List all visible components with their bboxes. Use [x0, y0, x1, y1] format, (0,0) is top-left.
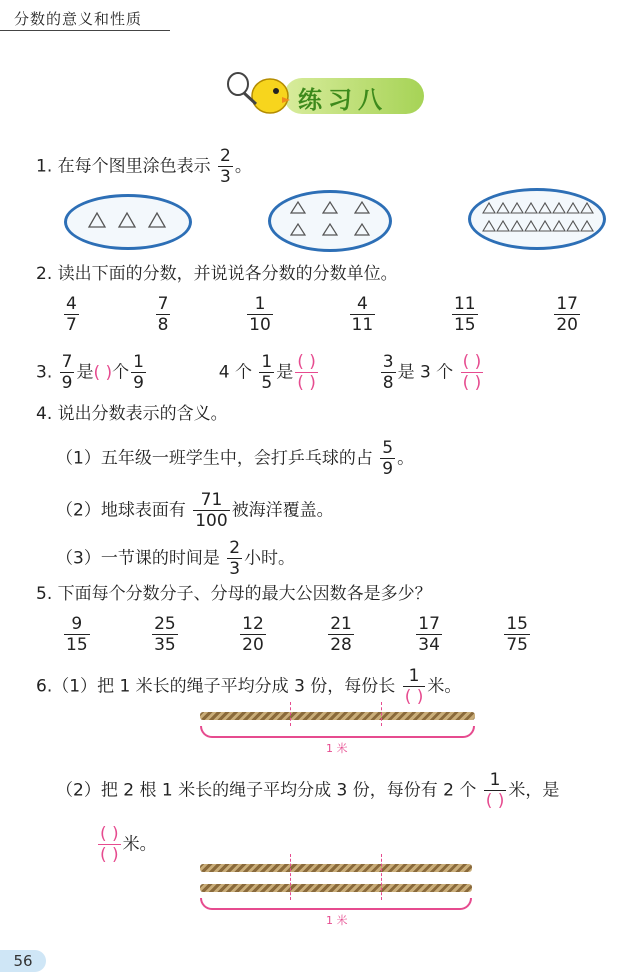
question-5 — [36, 582, 432, 606]
fraction: $\frac{25}{35}$ — [154, 614, 176, 655]
fraction: $\frac{11}{15}$ — [453, 294, 476, 335]
question-text: 下面每个分数分子、分母的最大公因数各是多少？ — [57, 584, 432, 604]
fraction: $\frac{3}{8}$ — [382, 352, 394, 393]
fraction: $\frac{4}{7}$ — [66, 294, 77, 335]
shape-group-2[interactable] — [268, 190, 392, 252]
length-brace — [200, 726, 475, 738]
answer-fraction-blank[interactable]: $\frac{( )}{( )}$ — [462, 352, 482, 393]
fraction-row — [62, 614, 532, 655]
division-mark — [290, 702, 291, 726]
fraction: $\frac{1}{10}$ — [249, 294, 271, 335]
length-brace — [200, 898, 472, 910]
question-2 — [36, 262, 398, 286]
fraction: $\frac{17}{20}$ — [556, 294, 578, 335]
question-number: 1. — [36, 156, 53, 177]
answer-fraction-blank[interactable]: $\frac{( )}{( )}$ — [100, 824, 119, 865]
answer-fraction[interactable]: $\frac{1}{( )}$ — [404, 666, 424, 707]
division-mark — [381, 702, 382, 726]
page-title: 练习八 — [298, 86, 388, 114]
rope — [200, 712, 475, 720]
fraction: $\frac{12}{20}$ — [242, 614, 264, 655]
triangle-icons — [67, 197, 189, 247]
triangle-icons — [271, 193, 389, 249]
fraction-row — [62, 294, 582, 335]
question-number: 3. — [36, 362, 53, 383]
shape-group-1[interactable] — [64, 194, 192, 250]
rope — [200, 884, 472, 892]
question-6-1: 6.（1）把 1 米长的绳子平均分成 3 份，每份长 $\frac{1}{( )}$ 米。 — [36, 666, 462, 707]
section-header: 分数的意义和性质 — [14, 10, 143, 28]
question-text: 读出下面的分数，并说说各分数的分数单位。 — [57, 264, 398, 284]
question-number: 4. — [36, 404, 53, 424]
question-4 — [36, 402, 228, 426]
shape-group-3[interactable] — [468, 188, 606, 250]
fraction: $\frac{1}{5}$ — [261, 352, 273, 393]
answer-fraction-blank[interactable]: $\frac{( )}{( )}$ — [297, 352, 316, 393]
question-6-2-answer: $\frac{( )}{( )}$ 米。 — [100, 824, 157, 865]
fraction: $\frac{4}{11}$ — [351, 294, 374, 335]
question-6-2: （2）把 2 根 1 米长的绳子平均分成 3 份，每份有 2 个 $\frac{1}{( )}$ 米，是 — [56, 770, 560, 811]
question-3: 3. $\frac{7}{9}$ 是( )个 $\frac{1}{9}$ 4 个 $\frac{1}{5}$ 是 $\frac{( )}{( )}$ $\frac{3}{8}$ 是 3 个 $\frac{( )}{( )}$ — [36, 352, 482, 393]
fraction: $\frac{15}{75}$ — [506, 614, 528, 655]
division-mark — [381, 854, 382, 900]
triangle-icons — [471, 191, 603, 247]
length-label: 1 米 — [326, 742, 348, 755]
fraction: $\frac{2}{3}$ — [229, 538, 241, 579]
rope — [200, 864, 472, 872]
fraction: $\frac{9}{15}$ — [66, 614, 88, 655]
question-text: 说出分数表示的含义。 — [57, 404, 228, 424]
division-mark — [290, 854, 291, 900]
page-number: 56 — [0, 950, 46, 972]
chick-tennis-icon — [226, 66, 296, 118]
question-number: 5. — [36, 584, 53, 604]
question-4-2: （2）地球表面有 $\frac{71}{100}$ 被海洋覆盖。 — [56, 490, 334, 531]
fraction: $\frac{71}{100}$ — [195, 490, 228, 531]
question-number: 2. — [36, 264, 53, 284]
question-4-3: （3）一节课的时间是 $\frac{2}{3}$ 小时。 — [56, 538, 296, 579]
fraction: $\frac{5}{9}$ — [382, 438, 394, 479]
answer-blank[interactable]: ( ) — [93, 362, 113, 383]
question-text: 在每个图里涂色表示 — [57, 156, 211, 177]
question-4-1: （1）五年级一班学生中，会打乒乓球的占 $\frac{5}{9}$ 。 — [56, 438, 415, 479]
fraction: $\frac{21}{28}$ — [330, 614, 352, 655]
fraction: $\frac{7}{8}$ — [157, 294, 169, 335]
fraction: $\frac{17}{34}$ — [418, 614, 440, 655]
fraction: $\frac{7}{9}$ — [61, 352, 73, 393]
fraction: $\frac{2}{3}$ — [220, 146, 231, 187]
question-1: 1. 在每个图里涂色表示 $\frac{2}{3}$ 。 — [36, 146, 252, 187]
answer-fraction[interactable]: $\frac{1}{( )}$ — [485, 770, 505, 811]
length-label: 1 米 — [326, 914, 348, 927]
fraction: $\frac{1}{9}$ — [133, 352, 144, 393]
question-number: 6. — [36, 676, 53, 697]
header-rule — [0, 30, 170, 31]
